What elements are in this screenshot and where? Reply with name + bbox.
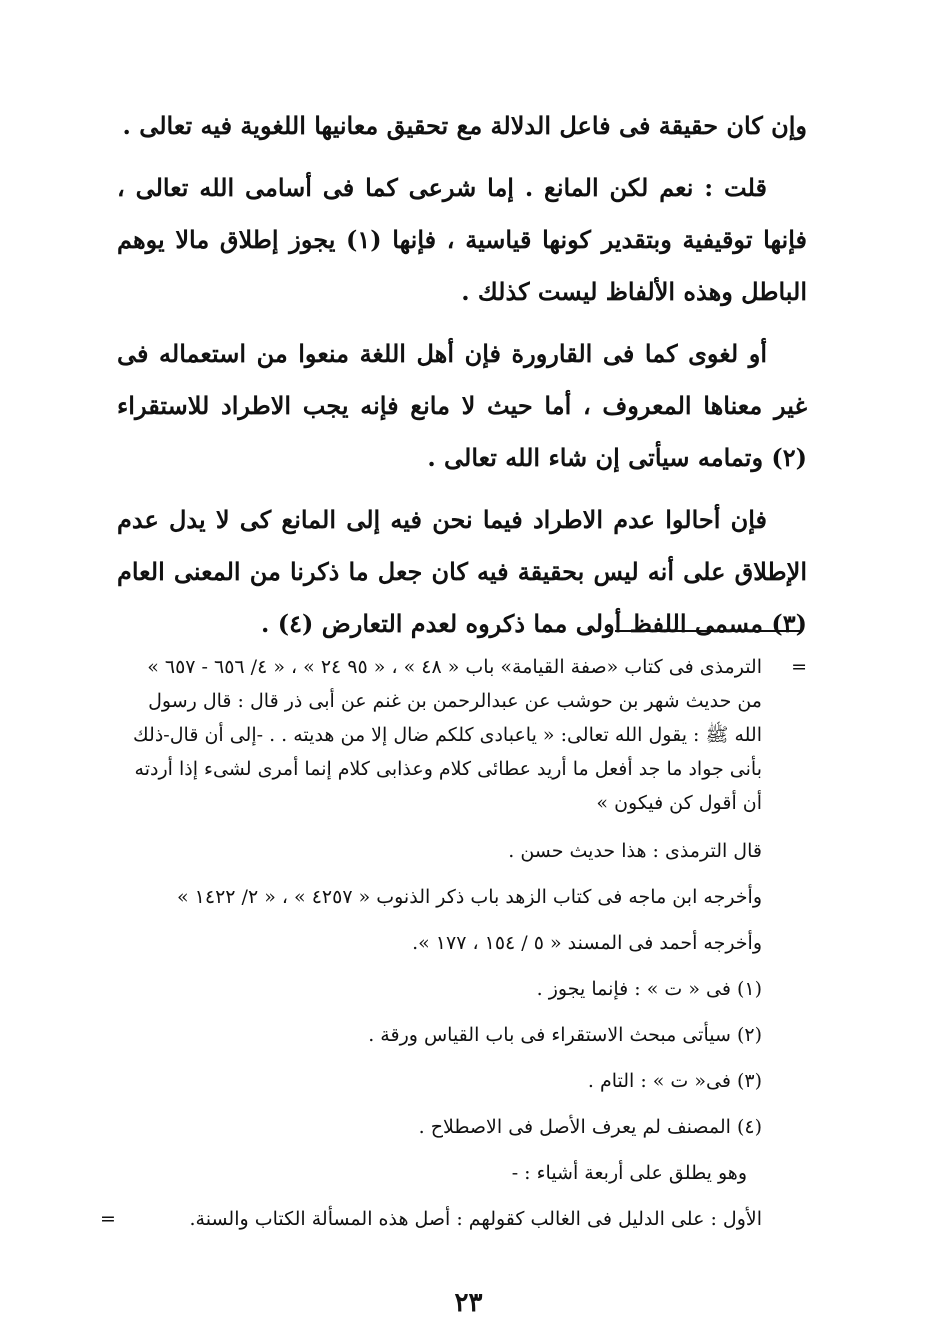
page-number: ٢٣ xyxy=(454,1288,483,1318)
footnote-tirmidhi: قال الترمذى : هذا حديث حسن . xyxy=(508,840,762,862)
footnote-2: (٢) سيأتى مبحث الاستقراء فى باب القياس ورقة . xyxy=(368,1024,762,1046)
continuation-mark: = xyxy=(791,656,807,678)
paragraph-1: وإن كان حقيقة فى فاعل الدلالة مع تحقيق معانيها اللغوية فيه تعالى . xyxy=(122,111,807,140)
footnote-4-detail-a: وهو يطلق على أربعة أشياء : - xyxy=(511,1162,747,1184)
paragraph-4: فإن أحالوا عدم الاطراد فيما نحن فيه إلى المانع كى لا يدل عدم الإطلاق على أنه ليس بحقيقة فيه كان جعل ما ذكرنا من المعنى العام (٣) مسمى اللفظ أولى مما ذكروه لعدم التعارض (٤) . xyxy=(117,505,807,638)
footnote-4-detail-b: الأول : على الدليل فى الغالب كقولهم : أصل هذه المسألة الكتاب والسنة. xyxy=(189,1208,762,1230)
footnote-ibn-majah: وأخرجه ابن ماجه فى كتاب الزهد باب ذكر الذنوب « ٤٢٥٧ » ، « ٢/ ١٤٢٢ » xyxy=(176,886,762,908)
paragraph-3: أو لغوى كما فى القارورة فإن أهل اللغة منعوا من استعماله فى غير معناها المعروف ، أما حيث لا مانع فإنه يجب الاطراد للاستقراء (٢) وتمامه سيأتى إن شاء الله تعالى . xyxy=(117,339,807,472)
footnote-1: (١) فى « ت » : فإنما يجوز . xyxy=(536,978,762,1000)
footnote-3: (٣) فى« ت » : التام . xyxy=(587,1070,762,1092)
footnote-separator xyxy=(615,630,800,632)
main-text xyxy=(117,100,807,660)
continuation-end-mark: = xyxy=(100,1208,116,1230)
footnote-continuation xyxy=(117,650,807,820)
footnote-ahmad: وأخرجه أحمد فى المسند « ٥ / ١٥٤ ، ١٧٧ ». xyxy=(412,932,762,954)
footnotes xyxy=(117,650,807,1248)
footnote-continuation-text: الترمذى فى كتاب «صفة القيامة» باب « ٤٨ » ، « ٩٥ ٢٤ » ، « ٤/ ٦٥٦ - ٦٥٧ » من حديث شهر بن حوشب عن عبدالرحمن بن غنم عن أبى ذر قال : قال رسول الله ﷺ : يقول الله تعالى: « ياعبادى كلكم ضال إلا من هديته . . -إلى أن قال-ذلك بأنى جواد ما جد أفعل ما أريد عطائى كلام وعذابى كلام إنما أمرى لشىء إذا أردته أن أقول كن فيكون » xyxy=(133,656,762,814)
footnote-4: (٤) المصنف لم يعرف الأصل فى الاصطلاح . xyxy=(418,1116,762,1138)
paragraph-2: قلت : نعم لكن المانع . إما شرعى كما فى أسامى الله تعالى ، فإنها توقيفية وبتقدير كونها قياسية ، فإنها (١) يجوز إطلاق مالا يوهم الباطل وهذه الألفاظ ليست كذلك . xyxy=(117,173,807,306)
